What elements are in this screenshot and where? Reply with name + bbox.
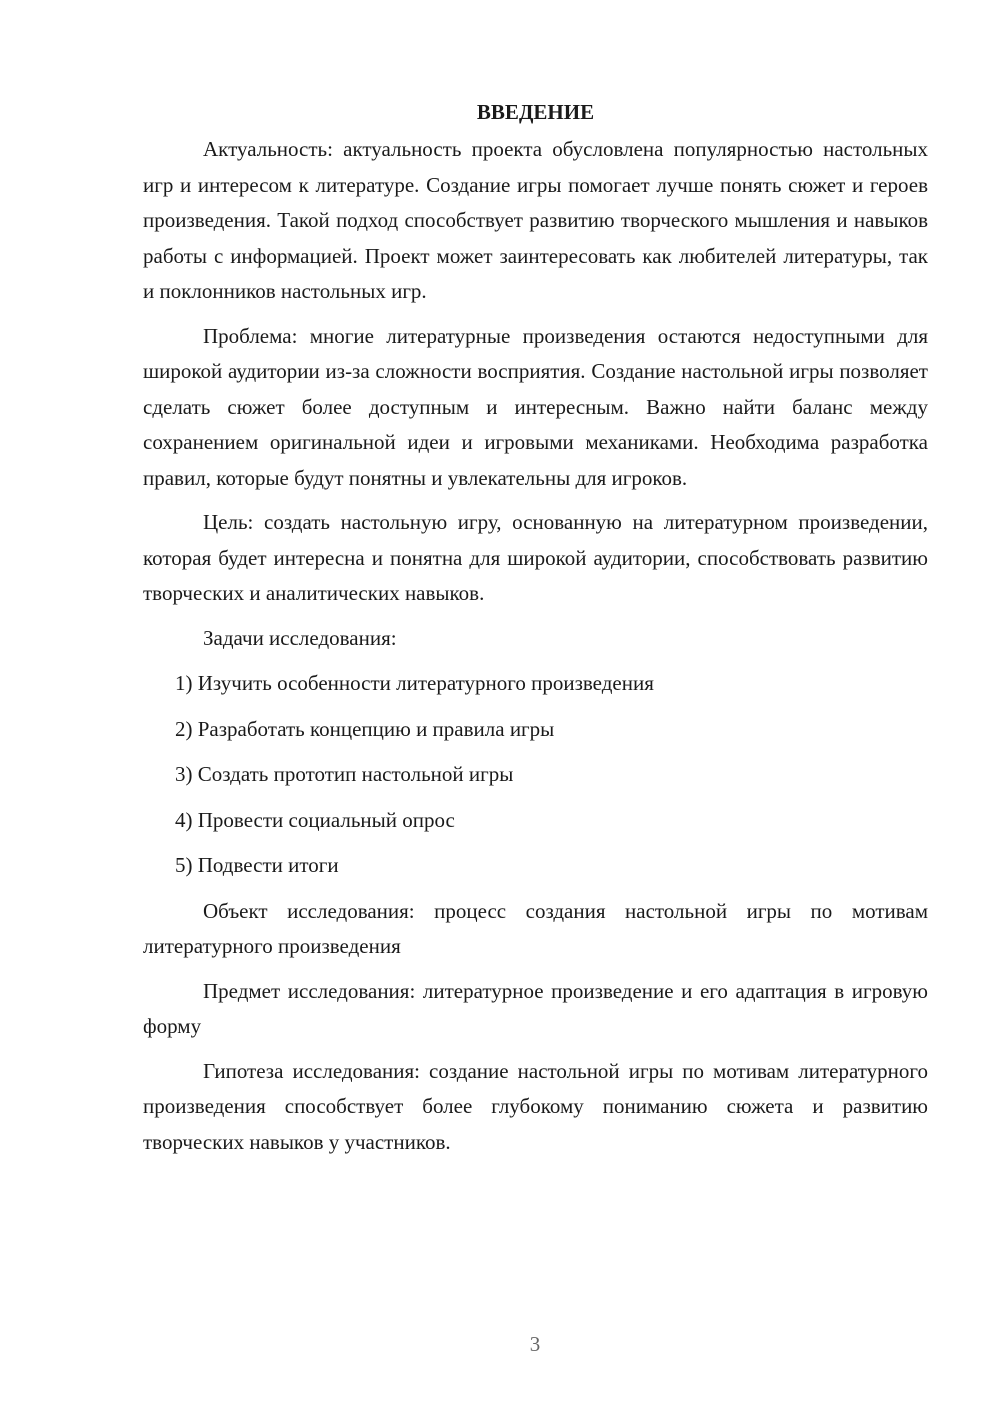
task-list [143, 666, 928, 884]
document-page [143, 92, 928, 1169]
list-item: 2) Разработать концепцию и правила игры [175, 716, 555, 741]
tasks-heading: Задачи исследования: [203, 625, 397, 650]
object-paragraph: Объект исследования: процесс создания настольной игры по мотивам литературного произведения [143, 898, 928, 958]
list-item: 3) Создать прототип настольной игры [175, 762, 514, 786]
goal-paragraph: Цель: создать настольную игру, основанную на литературном произведении, которая будет интересна и понятна для широкой аудитории, способствовать развитию творческих и аналитических навыков. [143, 510, 928, 605]
list-item: 1) Изучить особенности литературного произведения [175, 671, 654, 695]
page-title: ВВЕДЕНИЕ [476, 100, 595, 124]
subject-paragraph: Предмет исследования: литературное произведение и его адаптация в игровую форму [143, 978, 928, 1038]
list-item: 4) Провести социальный опрос [175, 807, 455, 832]
problem-paragraph: Проблема: многие литературные произведения остаются недоступными для широкой аудитории из-за сложности восприятия. Создание настольной игры позволяет сделать сюжет более доступным и интересным. Важно найти баланс между сохранением оригинальной идеи и игровыми механиками. Необходима разработка правил, которые будут понятны и увлекательны для игроков. [143, 323, 928, 490]
list-item: 5) Подвести итоги [175, 853, 339, 877]
page-number: 3 [529, 1332, 541, 1356]
hypothesis-paragraph: Гипотеза исследования: создание настольной игры по мотивам литературного произведения способствует более глубокому пониманию сюжета и развитию творческих навыков у участников. [143, 1058, 928, 1154]
relevance-paragraph: Актуальность: актуальность проекта обусловлена популярностью настольных игр и интересом к литературе. Создание игры помогает лучше понять сюжет и героев произведения. Такой подход способствует развитию творческого мышления и навыков работы с информацией. Проект может заинтересовать как любителей литературы, так и поклонников настольных игр. [143, 137, 928, 303]
